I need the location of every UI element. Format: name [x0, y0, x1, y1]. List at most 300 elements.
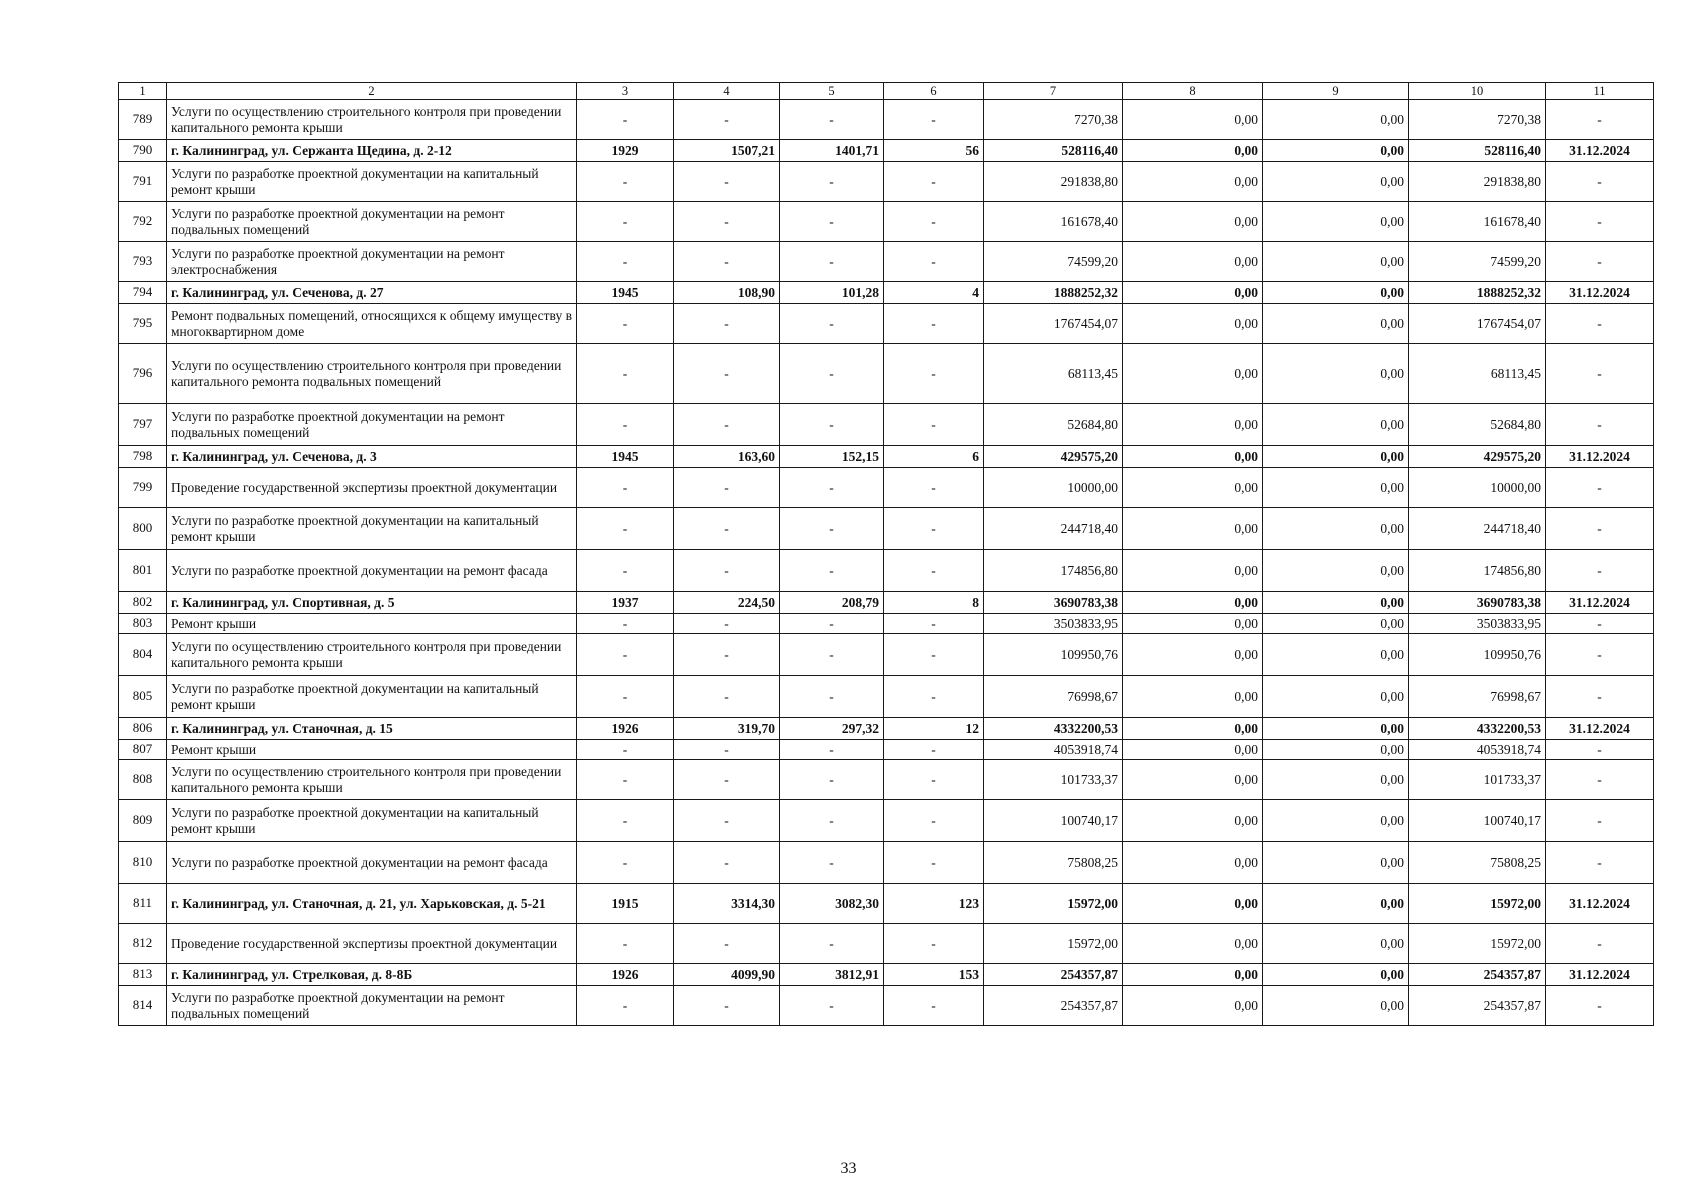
year-built-cell: - — [577, 740, 674, 760]
work-description-cell: г. Калининград, ул. Станочная, д. 21, ул. Харьковская, д. 5-21 — [167, 884, 577, 924]
row-number-cell: 814 — [119, 986, 167, 1026]
year-built-cell: - — [577, 242, 674, 282]
residents-count-cell: - — [884, 202, 984, 242]
total-area-cell: - — [674, 986, 780, 1026]
regional-funds-cell: 0,00 — [1263, 550, 1409, 592]
federal-funds-cell: 0,00 — [1123, 740, 1263, 760]
work-item-row — [119, 468, 1654, 508]
year-built-cell: 1945 — [577, 446, 674, 468]
regional-funds-cell: 0,00 — [1263, 446, 1409, 468]
regional-funds-cell: 0,00 — [1263, 242, 1409, 282]
work-description-cell: Услуги по разработке проектной документации на капитальный ремонт крыши — [167, 676, 577, 718]
completion-date-cell: - — [1546, 508, 1654, 550]
federal-funds-cell: 0,00 — [1123, 986, 1263, 1026]
year-built-cell: 1926 — [577, 964, 674, 986]
address-row — [119, 446, 1654, 468]
residents-count-cell: - — [884, 614, 984, 634]
work-description-cell: Услуги по разработке проектной документации на ремонт фасада — [167, 842, 577, 884]
work-description-cell: Услуги по осуществлению строительного контроля при проведении капитального ремонта крыши — [167, 634, 577, 676]
living-area-cell: - — [780, 800, 884, 842]
address-row — [119, 884, 1654, 924]
living-area-cell: - — [780, 986, 884, 1026]
total-area-cell: 319,70 — [674, 718, 780, 740]
owners-funds-cell: 4053918,74 — [1409, 740, 1546, 760]
work-item-row — [119, 550, 1654, 592]
completion-date-cell: 31.12.2024 — [1546, 446, 1654, 468]
work-description-cell: г. Калининград, ул. Сержанта Щедина, д. 2-12 — [167, 140, 577, 162]
regional-funds-cell: 0,00 — [1263, 614, 1409, 634]
work-description-cell: Ремонт крыши — [167, 614, 577, 634]
header-cell: 11 — [1546, 83, 1654, 100]
work-description-cell: г. Калининград, ул. Станочная, д. 15 — [167, 718, 577, 740]
year-built-cell: - — [577, 550, 674, 592]
header-cell: 7 — [984, 83, 1123, 100]
residents-count-cell: - — [884, 404, 984, 446]
regional-funds-cell: 0,00 — [1263, 202, 1409, 242]
residents-count-cell: - — [884, 468, 984, 508]
federal-funds-cell: 0,00 — [1123, 964, 1263, 986]
header-cell: 2 — [167, 83, 577, 100]
total-cost-cell: 68113,45 — [984, 344, 1123, 404]
owners-funds-cell: 528116,40 — [1409, 140, 1546, 162]
capital-repair-table — [118, 82, 1654, 1026]
year-built-cell: - — [577, 924, 674, 964]
total-area-cell: 1507,21 — [674, 140, 780, 162]
work-description-cell: Услуги по разработке проектной документации на капитальный ремонт крыши — [167, 800, 577, 842]
regional-funds-cell: 0,00 — [1263, 304, 1409, 344]
residents-count-cell: 4 — [884, 282, 984, 304]
total-area-cell: - — [674, 404, 780, 446]
living-area-cell: - — [780, 100, 884, 140]
total-area-cell: 163,60 — [674, 446, 780, 468]
living-area-cell: - — [780, 550, 884, 592]
residents-count-cell: - — [884, 162, 984, 202]
completion-date-cell: - — [1546, 404, 1654, 446]
residents-count-cell: - — [884, 550, 984, 592]
living-area-cell: 1401,71 — [780, 140, 884, 162]
work-description-cell: Услуги по разработке проектной документации на ремонт подвальных помещений — [167, 986, 577, 1026]
living-area-cell: - — [780, 344, 884, 404]
living-area-cell: - — [780, 508, 884, 550]
total-cost-cell: 254357,87 — [984, 964, 1123, 986]
row-number-cell: 803 — [119, 614, 167, 634]
total-area-cell: - — [674, 304, 780, 344]
owners-funds-cell: 254357,87 — [1409, 986, 1546, 1026]
column-number-header — [119, 83, 1654, 100]
total-cost-cell: 174856,80 — [984, 550, 1123, 592]
address-row — [119, 592, 1654, 614]
total-area-cell: - — [674, 162, 780, 202]
work-description-cell: Услуги по осуществлению строительного контроля при проведении капитального ремонта крыши — [167, 100, 577, 140]
work-description-cell: г. Калининград, ул. Стрелковая, д. 8-8Б — [167, 964, 577, 986]
table-body — [119, 83, 1654, 1026]
living-area-cell: - — [780, 404, 884, 446]
completion-date-cell: 31.12.2024 — [1546, 282, 1654, 304]
regional-funds-cell: 0,00 — [1263, 282, 1409, 304]
work-description-cell: Услуги по разработке проектной документации на капитальный ремонт крыши — [167, 508, 577, 550]
total-cost-cell: 109950,76 — [984, 634, 1123, 676]
total-area-cell: - — [674, 634, 780, 676]
residents-count-cell: - — [884, 676, 984, 718]
completion-date-cell: - — [1546, 924, 1654, 964]
total-cost-cell: 3503833,95 — [984, 614, 1123, 634]
owners-funds-cell: 100740,17 — [1409, 800, 1546, 842]
residents-count-cell: 6 — [884, 446, 984, 468]
year-built-cell: - — [577, 468, 674, 508]
completion-date-cell: 31.12.2024 — [1546, 140, 1654, 162]
owners-funds-cell: 3503833,95 — [1409, 614, 1546, 634]
total-cost-cell: 74599,20 — [984, 242, 1123, 282]
total-area-cell: 4099,90 — [674, 964, 780, 986]
work-item-row — [119, 100, 1654, 140]
total-area-cell: - — [674, 924, 780, 964]
total-cost-cell: 10000,00 — [984, 468, 1123, 508]
work-item-row — [119, 842, 1654, 884]
total-cost-cell: 429575,20 — [984, 446, 1123, 468]
total-area-cell: - — [674, 676, 780, 718]
total-cost-cell: 254357,87 — [984, 986, 1123, 1026]
residents-count-cell: - — [884, 508, 984, 550]
completion-date-cell: - — [1546, 614, 1654, 634]
residents-count-cell: - — [884, 740, 984, 760]
work-item-row — [119, 676, 1654, 718]
regional-funds-cell: 0,00 — [1263, 676, 1409, 718]
living-area-cell: 152,15 — [780, 446, 884, 468]
work-item-row — [119, 986, 1654, 1026]
work-description-cell: Услуги по разработке проектной документации на ремонт фасада — [167, 550, 577, 592]
row-number-cell: 790 — [119, 140, 167, 162]
federal-funds-cell: 0,00 — [1123, 404, 1263, 446]
living-area-cell: - — [780, 740, 884, 760]
federal-funds-cell: 0,00 — [1123, 718, 1263, 740]
row-number-cell: 802 — [119, 592, 167, 614]
total-area-cell: 108,90 — [674, 282, 780, 304]
header-cell: 10 — [1409, 83, 1546, 100]
year-built-cell: - — [577, 100, 674, 140]
living-area-cell: - — [780, 924, 884, 964]
total-cost-cell: 1767454,07 — [984, 304, 1123, 344]
federal-funds-cell: 0,00 — [1123, 140, 1263, 162]
residents-count-cell: 56 — [884, 140, 984, 162]
living-area-cell: - — [780, 468, 884, 508]
header-cell: 3 — [577, 83, 674, 100]
federal-funds-cell: 0,00 — [1123, 304, 1263, 344]
federal-funds-cell: 0,00 — [1123, 760, 1263, 800]
federal-funds-cell: 0,00 — [1123, 162, 1263, 202]
completion-date-cell: - — [1546, 202, 1654, 242]
work-description-cell: Ремонт крыши — [167, 740, 577, 760]
total-area-cell: - — [674, 242, 780, 282]
completion-date-cell: - — [1546, 100, 1654, 140]
work-description-cell: Услуги по осуществлению строительного контроля при проведении капитального ремонта подвальных помещений — [167, 344, 577, 404]
living-area-cell: 3812,91 — [780, 964, 884, 986]
owners-funds-cell: 3690783,38 — [1409, 592, 1546, 614]
residents-count-cell: - — [884, 344, 984, 404]
owners-funds-cell: 1767454,07 — [1409, 304, 1546, 344]
row-number-cell: 794 — [119, 282, 167, 304]
owners-funds-cell: 244718,40 — [1409, 508, 1546, 550]
row-number-cell: 793 — [119, 242, 167, 282]
total-area-cell: - — [674, 760, 780, 800]
total-cost-cell: 7270,38 — [984, 100, 1123, 140]
work-item-row — [119, 634, 1654, 676]
year-built-cell: - — [577, 404, 674, 446]
regional-funds-cell: 0,00 — [1263, 592, 1409, 614]
federal-funds-cell: 0,00 — [1123, 676, 1263, 718]
residents-count-cell: - — [884, 304, 984, 344]
total-cost-cell: 1888252,32 — [984, 282, 1123, 304]
total-cost-cell: 244718,40 — [984, 508, 1123, 550]
federal-funds-cell: 0,00 — [1123, 800, 1263, 842]
header-cell: 1 — [119, 83, 167, 100]
year-built-cell: 1937 — [577, 592, 674, 614]
completion-date-cell: 31.12.2024 — [1546, 718, 1654, 740]
work-description-cell: Услуги по разработке проектной документации на капитальный ремонт крыши — [167, 162, 577, 202]
work-item-row — [119, 404, 1654, 446]
year-built-cell: 1929 — [577, 140, 674, 162]
completion-date-cell: - — [1546, 986, 1654, 1026]
row-number-cell: 801 — [119, 550, 167, 592]
total-cost-cell: 76998,67 — [984, 676, 1123, 718]
work-item-row — [119, 304, 1654, 344]
regional-funds-cell: 0,00 — [1263, 760, 1409, 800]
living-area-cell: - — [780, 634, 884, 676]
row-number-cell: 799 — [119, 468, 167, 508]
work-description-cell: г. Калининград, ул. Сеченова, д. 27 — [167, 282, 577, 304]
row-number-cell: 797 — [119, 404, 167, 446]
living-area-cell: 208,79 — [780, 592, 884, 614]
year-built-cell: - — [577, 800, 674, 842]
completion-date-cell: 31.12.2024 — [1546, 884, 1654, 924]
owners-funds-cell: 15972,00 — [1409, 884, 1546, 924]
completion-date-cell: - — [1546, 304, 1654, 344]
row-number-cell: 808 — [119, 760, 167, 800]
owners-funds-cell: 174856,80 — [1409, 550, 1546, 592]
address-row — [119, 282, 1654, 304]
living-area-cell: - — [780, 676, 884, 718]
federal-funds-cell: 0,00 — [1123, 550, 1263, 592]
address-row — [119, 964, 1654, 986]
total-area-cell: 224,50 — [674, 592, 780, 614]
regional-funds-cell: 0,00 — [1263, 508, 1409, 550]
owners-funds-cell: 10000,00 — [1409, 468, 1546, 508]
federal-funds-cell: 0,00 — [1123, 468, 1263, 508]
row-number-cell: 810 — [119, 842, 167, 884]
federal-funds-cell: 0,00 — [1123, 508, 1263, 550]
owners-funds-cell: 254357,87 — [1409, 964, 1546, 986]
total-area-cell: - — [674, 614, 780, 634]
regional-funds-cell: 0,00 — [1263, 842, 1409, 884]
completion-date-cell: - — [1546, 468, 1654, 508]
living-area-cell: 3082,30 — [780, 884, 884, 924]
row-number-cell: 792 — [119, 202, 167, 242]
work-item-row — [119, 162, 1654, 202]
residents-count-cell: - — [884, 800, 984, 842]
year-built-cell: 1945 — [577, 282, 674, 304]
federal-funds-cell: 0,00 — [1123, 842, 1263, 884]
work-item-row — [119, 614, 1654, 634]
federal-funds-cell: 0,00 — [1123, 634, 1263, 676]
regional-funds-cell: 0,00 — [1263, 718, 1409, 740]
regional-funds-cell: 0,00 — [1263, 634, 1409, 676]
header-cell: 6 — [884, 83, 984, 100]
residents-count-cell: - — [884, 242, 984, 282]
completion-date-cell: - — [1546, 740, 1654, 760]
owners-funds-cell: 7270,38 — [1409, 100, 1546, 140]
living-area-cell: - — [780, 304, 884, 344]
row-number-cell: 811 — [119, 884, 167, 924]
work-item-row — [119, 760, 1654, 800]
living-area-cell: - — [780, 202, 884, 242]
regional-funds-cell: 0,00 — [1263, 986, 1409, 1026]
owners-funds-cell: 291838,80 — [1409, 162, 1546, 202]
total-area-cell: - — [674, 468, 780, 508]
living-area-cell: - — [780, 760, 884, 800]
row-number-cell: 791 — [119, 162, 167, 202]
completion-date-cell: 31.12.2024 — [1546, 592, 1654, 614]
total-cost-cell: 101733,37 — [984, 760, 1123, 800]
regional-funds-cell: 0,00 — [1263, 800, 1409, 842]
total-cost-cell: 52684,80 — [984, 404, 1123, 446]
work-item-row — [119, 740, 1654, 760]
federal-funds-cell: 0,00 — [1123, 614, 1263, 634]
regional-funds-cell: 0,00 — [1263, 162, 1409, 202]
total-cost-cell: 161678,40 — [984, 202, 1123, 242]
residents-count-cell: 123 — [884, 884, 984, 924]
year-built-cell: - — [577, 760, 674, 800]
federal-funds-cell: 0,00 — [1123, 242, 1263, 282]
total-cost-cell: 528116,40 — [984, 140, 1123, 162]
owners-funds-cell: 109950,76 — [1409, 634, 1546, 676]
year-built-cell: - — [577, 676, 674, 718]
completion-date-cell: - — [1546, 760, 1654, 800]
regional-funds-cell: 0,00 — [1263, 740, 1409, 760]
row-number-cell: 809 — [119, 800, 167, 842]
residents-count-cell: - — [884, 100, 984, 140]
owners-funds-cell: 68113,45 — [1409, 344, 1546, 404]
row-number-cell: 789 — [119, 100, 167, 140]
row-number-cell: 813 — [119, 964, 167, 986]
year-built-cell: - — [577, 986, 674, 1026]
living-area-cell: - — [780, 162, 884, 202]
total-area-cell: - — [674, 740, 780, 760]
row-number-cell: 807 — [119, 740, 167, 760]
completion-date-cell: - — [1546, 242, 1654, 282]
work-description-cell: Ремонт подвальных помещений, относящихся к общему имуществу в многоквартирном доме — [167, 304, 577, 344]
federal-funds-cell: 0,00 — [1123, 592, 1263, 614]
regional-funds-cell: 0,00 — [1263, 924, 1409, 964]
work-item-row — [119, 202, 1654, 242]
federal-funds-cell: 0,00 — [1123, 924, 1263, 964]
residents-count-cell: 153 — [884, 964, 984, 986]
work-item-row — [119, 344, 1654, 404]
address-row — [119, 718, 1654, 740]
total-area-cell: - — [674, 202, 780, 242]
year-built-cell: - — [577, 344, 674, 404]
total-area-cell: - — [674, 550, 780, 592]
residents-count-cell: - — [884, 842, 984, 884]
total-cost-cell: 4332200,53 — [984, 718, 1123, 740]
total-cost-cell: 15972,00 — [984, 924, 1123, 964]
total-area-cell: - — [674, 800, 780, 842]
total-area-cell: - — [674, 508, 780, 550]
federal-funds-cell: 0,00 — [1123, 446, 1263, 468]
total-area-cell: - — [674, 842, 780, 884]
header-cell: 4 — [674, 83, 780, 100]
work-description-cell: Услуги по разработке проектной документации на ремонт подвальных помещений — [167, 404, 577, 446]
completion-date-cell: - — [1546, 162, 1654, 202]
work-description-cell: Услуги по разработке проектной документации на ремонт подвальных помещений — [167, 202, 577, 242]
work-description-cell: г. Калининград, ул. Спортивная, д. 5 — [167, 592, 577, 614]
living-area-cell: 297,32 — [780, 718, 884, 740]
total-cost-cell: 75808,25 — [984, 842, 1123, 884]
page-number: 33 — [840, 1160, 857, 1177]
residents-count-cell: - — [884, 924, 984, 964]
total-cost-cell: 15972,00 — [984, 884, 1123, 924]
owners-funds-cell: 1888252,32 — [1409, 282, 1546, 304]
total-cost-cell: 100740,17 — [984, 800, 1123, 842]
header-cell: 5 — [780, 83, 884, 100]
living-area-cell: 101,28 — [780, 282, 884, 304]
owners-funds-cell: 161678,40 — [1409, 202, 1546, 242]
owners-funds-cell: 74599,20 — [1409, 242, 1546, 282]
year-built-cell: - — [577, 842, 674, 884]
work-item-row — [119, 508, 1654, 550]
living-area-cell: - — [780, 242, 884, 282]
residents-count-cell: 12 — [884, 718, 984, 740]
owners-funds-cell: 75808,25 — [1409, 842, 1546, 884]
living-area-cell: - — [780, 614, 884, 634]
regional-funds-cell: 0,00 — [1263, 344, 1409, 404]
residents-count-cell: - — [884, 760, 984, 800]
owners-funds-cell: 15972,00 — [1409, 924, 1546, 964]
work-description-cell: Услуги по разработке проектной документации на ремонт электроснабжения — [167, 242, 577, 282]
work-description-cell: Проведение государственной экспертизы проектной документации — [167, 924, 577, 964]
regional-funds-cell: 0,00 — [1263, 404, 1409, 446]
completion-date-cell: - — [1546, 676, 1654, 718]
row-number-cell: 798 — [119, 446, 167, 468]
total-cost-cell: 3690783,38 — [984, 592, 1123, 614]
completion-date-cell: 31.12.2024 — [1546, 964, 1654, 986]
residents-count-cell: - — [884, 634, 984, 676]
regional-funds-cell: 0,00 — [1263, 140, 1409, 162]
completion-date-cell: - — [1546, 634, 1654, 676]
year-built-cell: - — [577, 162, 674, 202]
owners-funds-cell: 4332200,53 — [1409, 718, 1546, 740]
row-number-cell: 804 — [119, 634, 167, 676]
work-description-cell: Проведение государственной экспертизы проектной документации — [167, 468, 577, 508]
completion-date-cell: - — [1546, 550, 1654, 592]
work-description-cell: г. Калининград, ул. Сеченова, д. 3 — [167, 446, 577, 468]
work-item-row — [119, 242, 1654, 282]
year-built-cell: - — [577, 614, 674, 634]
federal-funds-cell: 0,00 — [1123, 344, 1263, 404]
living-area-cell: - — [780, 842, 884, 884]
row-number-cell: 800 — [119, 508, 167, 550]
owners-funds-cell: 429575,20 — [1409, 446, 1546, 468]
completion-date-cell: - — [1546, 344, 1654, 404]
year-built-cell: 1926 — [577, 718, 674, 740]
year-built-cell: - — [577, 634, 674, 676]
work-item-row — [119, 800, 1654, 842]
row-number-cell: 795 — [119, 304, 167, 344]
row-number-cell: 796 — [119, 344, 167, 404]
federal-funds-cell: 0,00 — [1123, 100, 1263, 140]
row-number-cell: 812 — [119, 924, 167, 964]
regional-funds-cell: 0,00 — [1263, 100, 1409, 140]
year-built-cell: - — [577, 202, 674, 242]
year-built-cell: 1915 — [577, 884, 674, 924]
